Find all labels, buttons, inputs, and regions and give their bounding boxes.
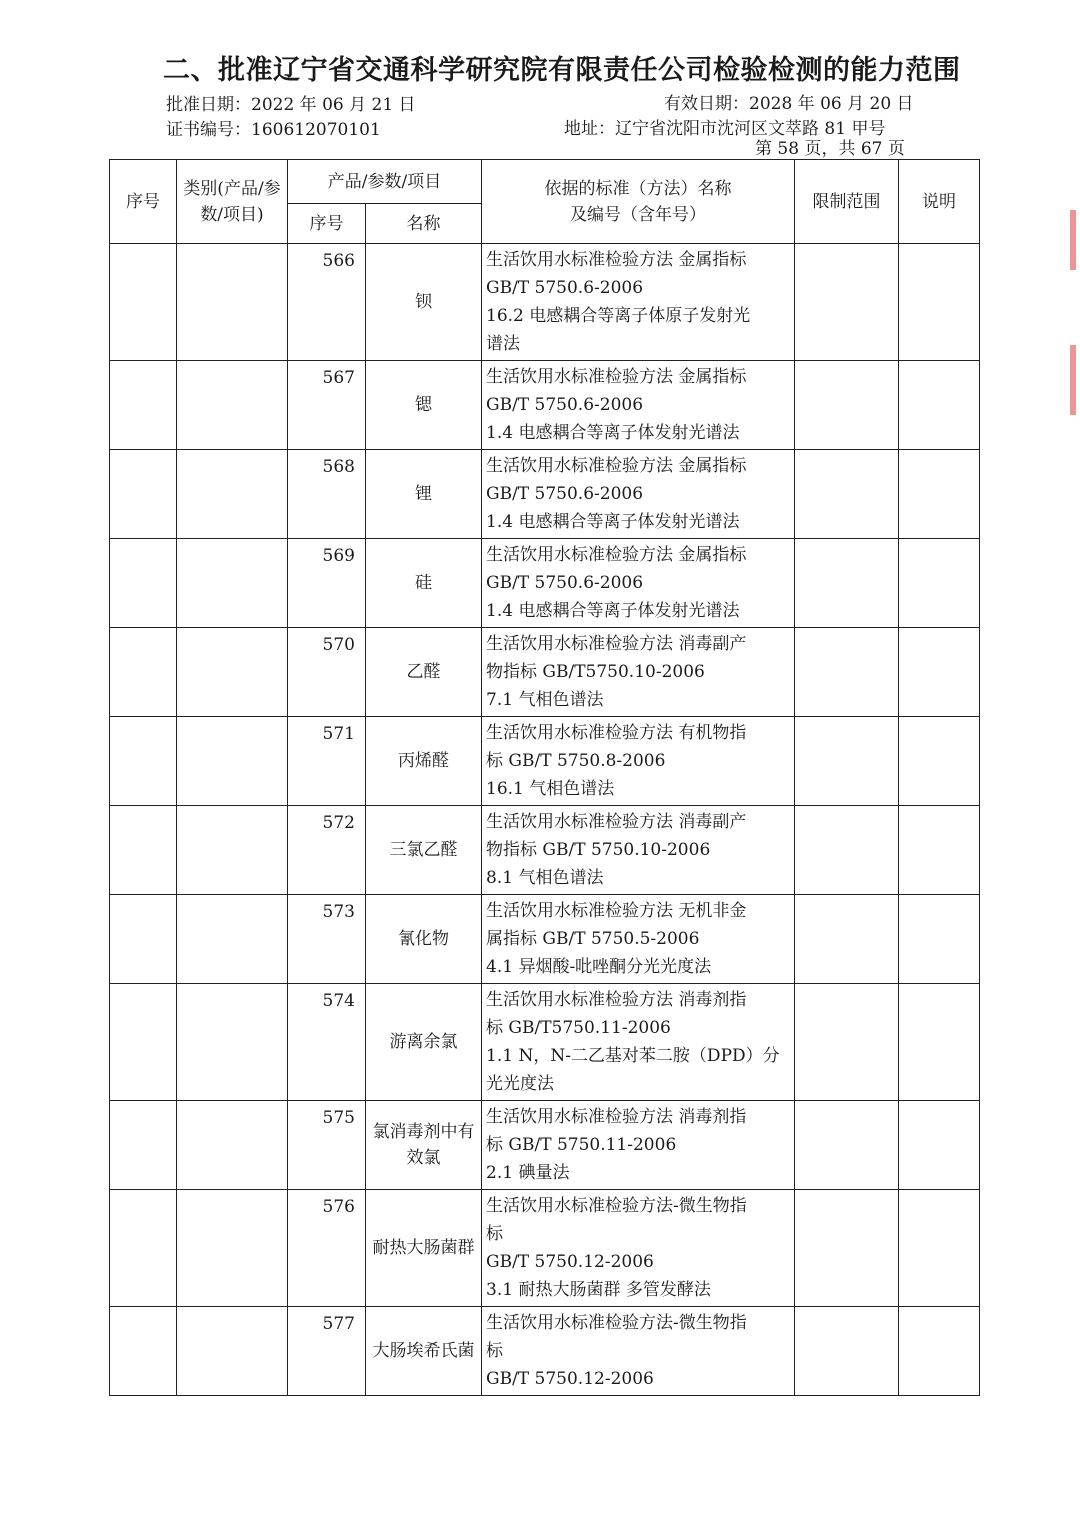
standard-method: 生活饮用水标准检验方法-微生物指 标 GB/T 5750.12-2006 3.1 耐热大肠菌群 多管发酵法 [482,1190,795,1307]
row-number: 571 [288,717,366,806]
item-name: 丙烯醛 [366,717,482,806]
table-row [110,628,980,717]
certificate-number: 证书编号：160612070101 [166,120,381,140]
standard-method: 生活饮用水标准检验方法 消毒剂指 标 GB/T 5750.11-2006 2.1 碘量法 [482,1101,795,1190]
row-number: 568 [288,450,366,539]
table-row [110,806,980,895]
row-number: 567 [288,361,366,450]
table-row [110,450,980,539]
row-number: 577 [288,1307,366,1396]
standard-method: 生活饮用水标准检验方法 金属指标 GB/T 5750.6-2006 16.2 电感耦合等离子体原子发射光 谱法 [482,244,795,361]
row-number: 566 [288,244,366,361]
standard-method: 生活饮用水标准检验方法-微生物指 标 GB/T 5750.12-2006 [482,1307,795,1396]
header-product: 产品/参数/项目 [288,160,482,204]
row-number: 572 [288,806,366,895]
address: 地址：辽宁省沈阳市沈河区文萃路 81 甲号 [564,119,886,139]
item-name: 硅 [366,539,482,628]
header-limit: 限制范围 [795,160,899,244]
header-note: 说明 [899,160,980,244]
item-name: 锂 [366,450,482,539]
document-title: 二、批准辽宁省交通科学研究院有限责任公司检验检测的能力范围 [163,55,961,86]
item-name: 氯消毒剂中有效氯 [366,1101,482,1190]
row-number: 570 [288,628,366,717]
standard-method: 生活饮用水标准检验方法 消毒副产 物指标 GB/T5750.10-2006 7.1 气相色谱法 [482,628,795,717]
item-name: 游离余氯 [366,984,482,1101]
standard-method: 生活饮用水标准检验方法 有机物指 标 GB/T 5750.8-2006 16.1 气相色谱法 [482,717,795,806]
row-number: 576 [288,1190,366,1307]
row-number: 575 [288,1101,366,1190]
row-number: 569 [288,539,366,628]
item-name: 三氯乙醛 [366,806,482,895]
item-name: 钡 [366,244,482,361]
table-row [110,244,980,361]
standard-method: 生活饮用水标准检验方法 金属指标 GB/T 5750.6-2006 1.4 电感耦合等离子体发射光谱法 [482,450,795,539]
header-category: 类别(产品/参数/项目) [177,160,288,244]
standard-method: 生活饮用水标准检验方法 金属指标 GB/T 5750.6-2006 1.4 电感耦合等离子体发射光谱法 [482,539,795,628]
table-row [110,1307,980,1396]
table-row [110,361,980,450]
capability-table [109,159,980,1396]
header-standard: 依据的标准（方法）名称 及编号（含年号） [482,160,795,244]
standard-method: 生活饮用水标准检验方法 消毒剂指 标 GB/T5750.11-2006 1.1 N，N-二乙基对苯二胺（DPD）分 光光度法 [482,984,795,1101]
table-row [110,984,980,1101]
row-number: 574 [288,984,366,1101]
header-seq: 序号 [110,160,177,244]
table-row [110,1101,980,1190]
standard-method: 生活饮用水标准检验方法 无机非金 属指标 GB/T 5750.5-2006 4.1 异烟酸-吡唑酮分光光度法 [482,895,795,984]
page-number: 第 58 页，共 67 页 [755,139,905,159]
table-row [110,539,980,628]
header-sub-seq: 序号 [288,204,366,244]
item-name: 乙醛 [366,628,482,717]
item-name: 大肠埃希氏菌 [366,1307,482,1396]
table-row [110,895,980,984]
valid-date: 有效日期：2028 年 06 月 20 日 [664,94,914,114]
table-row [110,717,980,806]
row-number: 573 [288,895,366,984]
item-name: 氰化物 [366,895,482,984]
standard-method: 生活饮用水标准检验方法 金属指标 GB/T 5750.6-2006 1.4 电感耦合等离子体发射光谱法 [482,361,795,450]
seal-edge-mark [1070,345,1076,415]
header-sub-name: 名称 [366,204,482,244]
standard-method: 生活饮用水标准检验方法 消毒副产 物指标 GB/T 5750.10-2006 8.1 气相色谱法 [482,806,795,895]
item-name: 耐热大肠菌群 [366,1190,482,1307]
seal-edge-mark [1070,210,1076,270]
item-name: 锶 [366,361,482,450]
table-row [110,1190,980,1307]
approval-date: 批准日期：2022 年 06 月 21 日 [166,95,416,115]
